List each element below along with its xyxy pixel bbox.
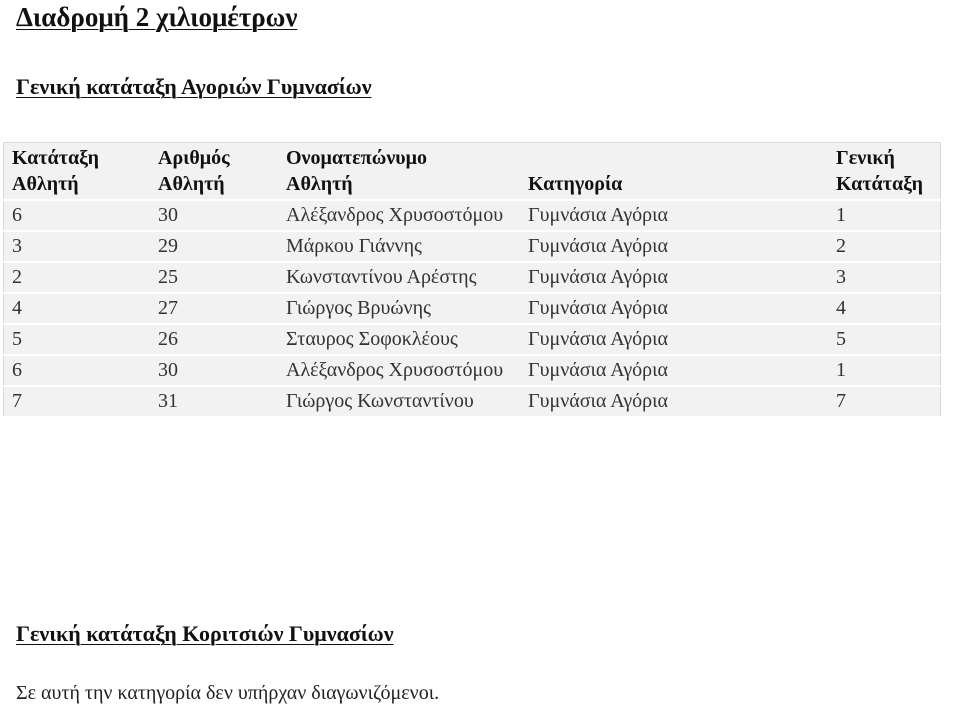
header-athlete-rank (4, 143, 151, 201)
table-row (4, 324, 941, 355)
header-athlete-name (278, 143, 520, 201)
cell-number: 25 (150, 262, 278, 293)
document-title: Διαδρομή 2 χιλιομέτρων (16, 2, 298, 32)
cell-name: Σταυρος Σοφοκλέους (278, 324, 520, 355)
cell-overall: 5 (828, 324, 941, 355)
cell-overall: 3 (828, 262, 941, 293)
table-body (4, 200, 941, 417)
boys-results-table (3, 142, 941, 418)
header-category (520, 143, 828, 201)
table-row (4, 386, 941, 417)
cell-number: 27 (150, 293, 278, 324)
no-participants-note: Σε αυτή την κατηγορία δεν υπήρχαν διαγωνιζόμενοι. (16, 682, 440, 704)
boys-ranking-heading: Γενική κατάταξη Αγοριών Γυμνασίων (16, 74, 372, 99)
table-row (4, 200, 941, 231)
cell-category: Γυμνάσια Αγόρια (520, 293, 828, 324)
cell-rank: 6 (4, 355, 151, 386)
cell-number: 30 (150, 355, 278, 386)
cell-name: Αλέξανδρος Χρυσοστόμου (278, 200, 520, 231)
cell-category: Γυμνάσια Αγόρια (520, 386, 828, 417)
cell-number: 31 (150, 386, 278, 417)
header-athlete-number (150, 143, 278, 201)
header-overall-rank-line2: Κατάταξη (836, 173, 923, 195)
cell-overall: 1 (828, 355, 941, 386)
cell-category: Γυμνάσια Αγόρια (520, 355, 828, 386)
header-athlete-number-line2: Αθλητή (158, 173, 225, 195)
girls-ranking-heading: Γενική κατάταξη Κοριτσιών Γυμνασίων (16, 621, 394, 646)
header-category-label: Κατηγορία (528, 173, 623, 195)
cell-overall: 2 (828, 231, 941, 262)
cell-name: Γιώργος Κωνσταντίνου (278, 386, 520, 417)
cell-name: Μάρκου Γιάννης (278, 231, 520, 262)
cell-category: Γυμνάσια Αγόρια (520, 324, 828, 355)
cell-rank: 4 (4, 293, 151, 324)
table-header-row (4, 143, 941, 201)
header-athlete-rank-line1: Κατάταξη (12, 147, 99, 169)
cell-rank: 6 (4, 200, 151, 231)
cell-name: Αλέξανδρος Χρυσοστόμου (278, 355, 520, 386)
table-row (4, 262, 941, 293)
table-row (4, 355, 941, 386)
cell-rank: 7 (4, 386, 151, 417)
header-athlete-number-line1: Αριθμός (158, 147, 230, 169)
header-overall-rank (828, 143, 941, 201)
cell-rank: 3 (4, 231, 151, 262)
cell-number: 29 (150, 231, 278, 262)
cell-number: 30 (150, 200, 278, 231)
cell-overall: 4 (828, 293, 941, 324)
cell-name: Γιώργος Βρυώνης (278, 293, 520, 324)
cell-category: Γυμνάσια Αγόρια (520, 231, 828, 262)
cell-overall: 1 (828, 200, 941, 231)
cell-name: Κωνσταντίνου Αρέστης (278, 262, 520, 293)
cell-overall: 7 (828, 386, 941, 417)
header-overall-rank-line1: Γενική (836, 147, 895, 169)
cell-category: Γυμνάσια Αγόρια (520, 262, 828, 293)
cell-rank: 5 (4, 324, 151, 355)
header-athlete-name-line2: Αθλητή (286, 173, 353, 195)
table-row (4, 293, 941, 324)
cell-rank: 2 (4, 262, 151, 293)
header-athlete-name-line1: Ονοματεπώνυμο (286, 147, 427, 169)
header-athlete-rank-line2: Αθλητή (12, 173, 79, 195)
table-row (4, 231, 941, 262)
cell-category: Γυμνάσια Αγόρια (520, 200, 828, 231)
table-header (4, 143, 941, 201)
cell-number: 26 (150, 324, 278, 355)
